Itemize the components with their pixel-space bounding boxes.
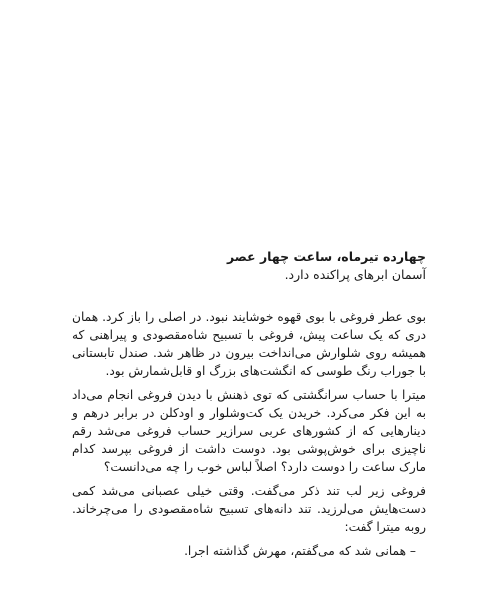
paragraph: میترا با حساب سرانگشتی که توی ذهنش با دیدن فروغی انجام می‌داد به این فکر می‌کرد. خریدن یک کت‌وشلوار و اودکلن در برابر درهم و دینارهایی که از کشورهای عربی سرازیر حساب فروغی می‌شد رقم ناچیزی برای خوش‌پوشی بود. دوست داشت از فروغی بپرسد کدام مارک ساعت را دوست دارد؟ اصلاً لباس خوب را چه می‌دانست؟ <box>72 388 426 474</box>
document-page <box>72 248 426 560</box>
section-subheading: آسمان ابرهای پراکنده دارد. <box>284 267 426 282</box>
dialog-line: – همانی شد که می‌گفتم، مهرش گذاشته اجرا. <box>184 544 416 558</box>
paragraph: بوی عطر فروغی با بوی قهوه خوشایند نبود. در اصلی را باز کرد. همان دری که یک ساعت پیش، فروغی با تسبیح شاه‌مقصودی و پیراهنی که همیشه روی شلوارش می‌انداخت بیرون در ظاهر شد. صندل تابستانی با جوراب رنگ طوسی که انگشت‌های بزرگ او قابل‌شمارش بود. <box>72 310 426 378</box>
section-heading: چهارده تیرماه، ساعت چهار عصر <box>226 249 426 264</box>
paragraph: فروغی زیر لب تند ذکر می‌گفت. وقتی خیلی عصبانی می‌شد کمی دست‌هایش می‌لرزید. تند دانه‌های تسبیح شاه‌مقصودی را می‌چرخاند. روبه میترا گفت: <box>72 484 426 534</box>
